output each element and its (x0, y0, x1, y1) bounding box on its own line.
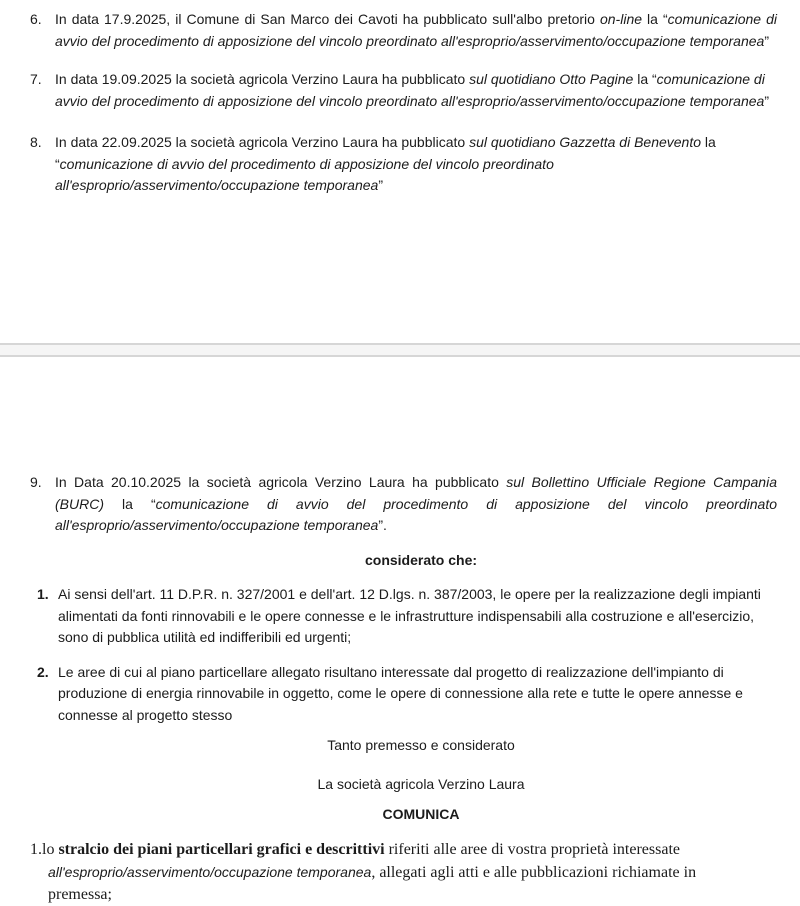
list-item-7 (0, 69, 800, 112)
italic-segment: on-line (600, 11, 642, 27)
italic-segment: comunicazione di avvio del procedimento di apposizione del vincolo preordinato all'esproprio/asservimento/occupazione temporanea (55, 156, 554, 194)
list-item-text (55, 9, 777, 52)
comunica-item-1 (30, 839, 735, 906)
tanto-premesso-line: Tanto premesso e considerato (55, 735, 787, 757)
text-segment: riferiti alle aree di vostra proprietà interessate (385, 841, 680, 858)
text-segment: In data 19.09.2025 la società agricola Verzino Laura ha pubblicato (55, 71, 469, 87)
list-item-text (55, 472, 777, 537)
list-item-8 (0, 132, 800, 197)
comunica-heading: COMUNICA (55, 804, 787, 826)
italic-segment: sul Bollettino Ufficiale Regione Campania (BURC) (55, 474, 777, 512)
text-segment: la “ (633, 71, 656, 87)
list-item-6 (0, 9, 800, 52)
text-segment: ” (378, 177, 383, 193)
italic-segment: sul quotidiano Gazzetta di Benevento (469, 134, 701, 150)
list-number: 1. (37, 584, 58, 649)
italic-segment: comunicazione di avvio del procedimento di apposizione del vincolo preordinato all'esproprio/asservimento/occupazione temporanea (55, 496, 777, 534)
list-item-text: Ai sensi dell'art. 11 D.P.R. n. 327/2001 e dell'art. 12 D.lgs. n. 387/2003, le opere per la realizzazione degli impianti alimentati da fonti rinnovabili e le opere connesse e le infrastrutture indispensabili alla costruzione e all'esercizio, sono di pubblica utilità ed indifferibili ed urgenti; (58, 584, 777, 649)
text-segment: In data 22.09.2025 la società agricola Verzino Laura ha pubblicato (55, 134, 469, 150)
list-number: 1. (30, 841, 42, 858)
considerato-item-2 (0, 662, 800, 727)
italic-segment: comunicazione di avvio del procedimento di apposizione del vincolo preordinato all'esproprio/asservimento/occupazione temporanea (55, 11, 777, 49)
text-segment: ” (764, 33, 769, 49)
italic-segment: sul quotidiano Otto Pagine (469, 71, 633, 87)
list-item-text: Le aree di cui al piano particellare allegato risultano interessate dal progetto di realizzazione dell'impianto di produzione di energia rinnovabile in oggetto, come le opere di connessione alla rete e tutte le opere annesse e connesse al progetto stesso (58, 662, 777, 727)
italic-segment: comunicazione di avvio del procedimento di apposizione del vincolo preordinato all'esproprio/asservimento/occupazione temporanea (55, 71, 765, 109)
list-item-text (55, 69, 777, 112)
text-segment: la “ (55, 134, 716, 172)
text-segment: la “ (104, 496, 156, 512)
page-separator (0, 343, 800, 357)
list-number: 6. (30, 9, 55, 52)
text-segment: In data 17.9.2025, il Comune di San Marco dei Cavoti ha pubblicato sull'albo pretorio (55, 11, 600, 27)
societa-line: La società agricola Verzino Laura (55, 774, 787, 796)
page-1 (0, 0, 800, 343)
bold-segment: stralcio dei piani particellari grafici e descrittivi (58, 841, 384, 858)
list-number: 8. (30, 132, 55, 197)
list-item-text (55, 132, 777, 197)
text-segment: ” (764, 93, 769, 109)
list-number: 9. (30, 472, 55, 537)
list-number: 7. (30, 69, 55, 112)
text-segment: lo (42, 841, 58, 858)
considerato-che-heading: considerato che: (55, 550, 787, 572)
italic-segment: all'esproprio/asservimento/occupazione temporanea (48, 864, 371, 880)
list-number: 2. (37, 662, 58, 727)
considerato-item-1 (0, 584, 800, 649)
page-2 (0, 357, 800, 904)
text-segment: la “ (642, 11, 668, 27)
text-segment: In Data 20.10.2025 la società agricola Verzino Laura ha pubblicato (55, 474, 506, 490)
list-item-9 (0, 472, 800, 537)
text-segment: ”. (378, 517, 387, 533)
text-segment: , allegati agli atti e alle pubblicazioni richiamate in premessa; (48, 864, 696, 903)
